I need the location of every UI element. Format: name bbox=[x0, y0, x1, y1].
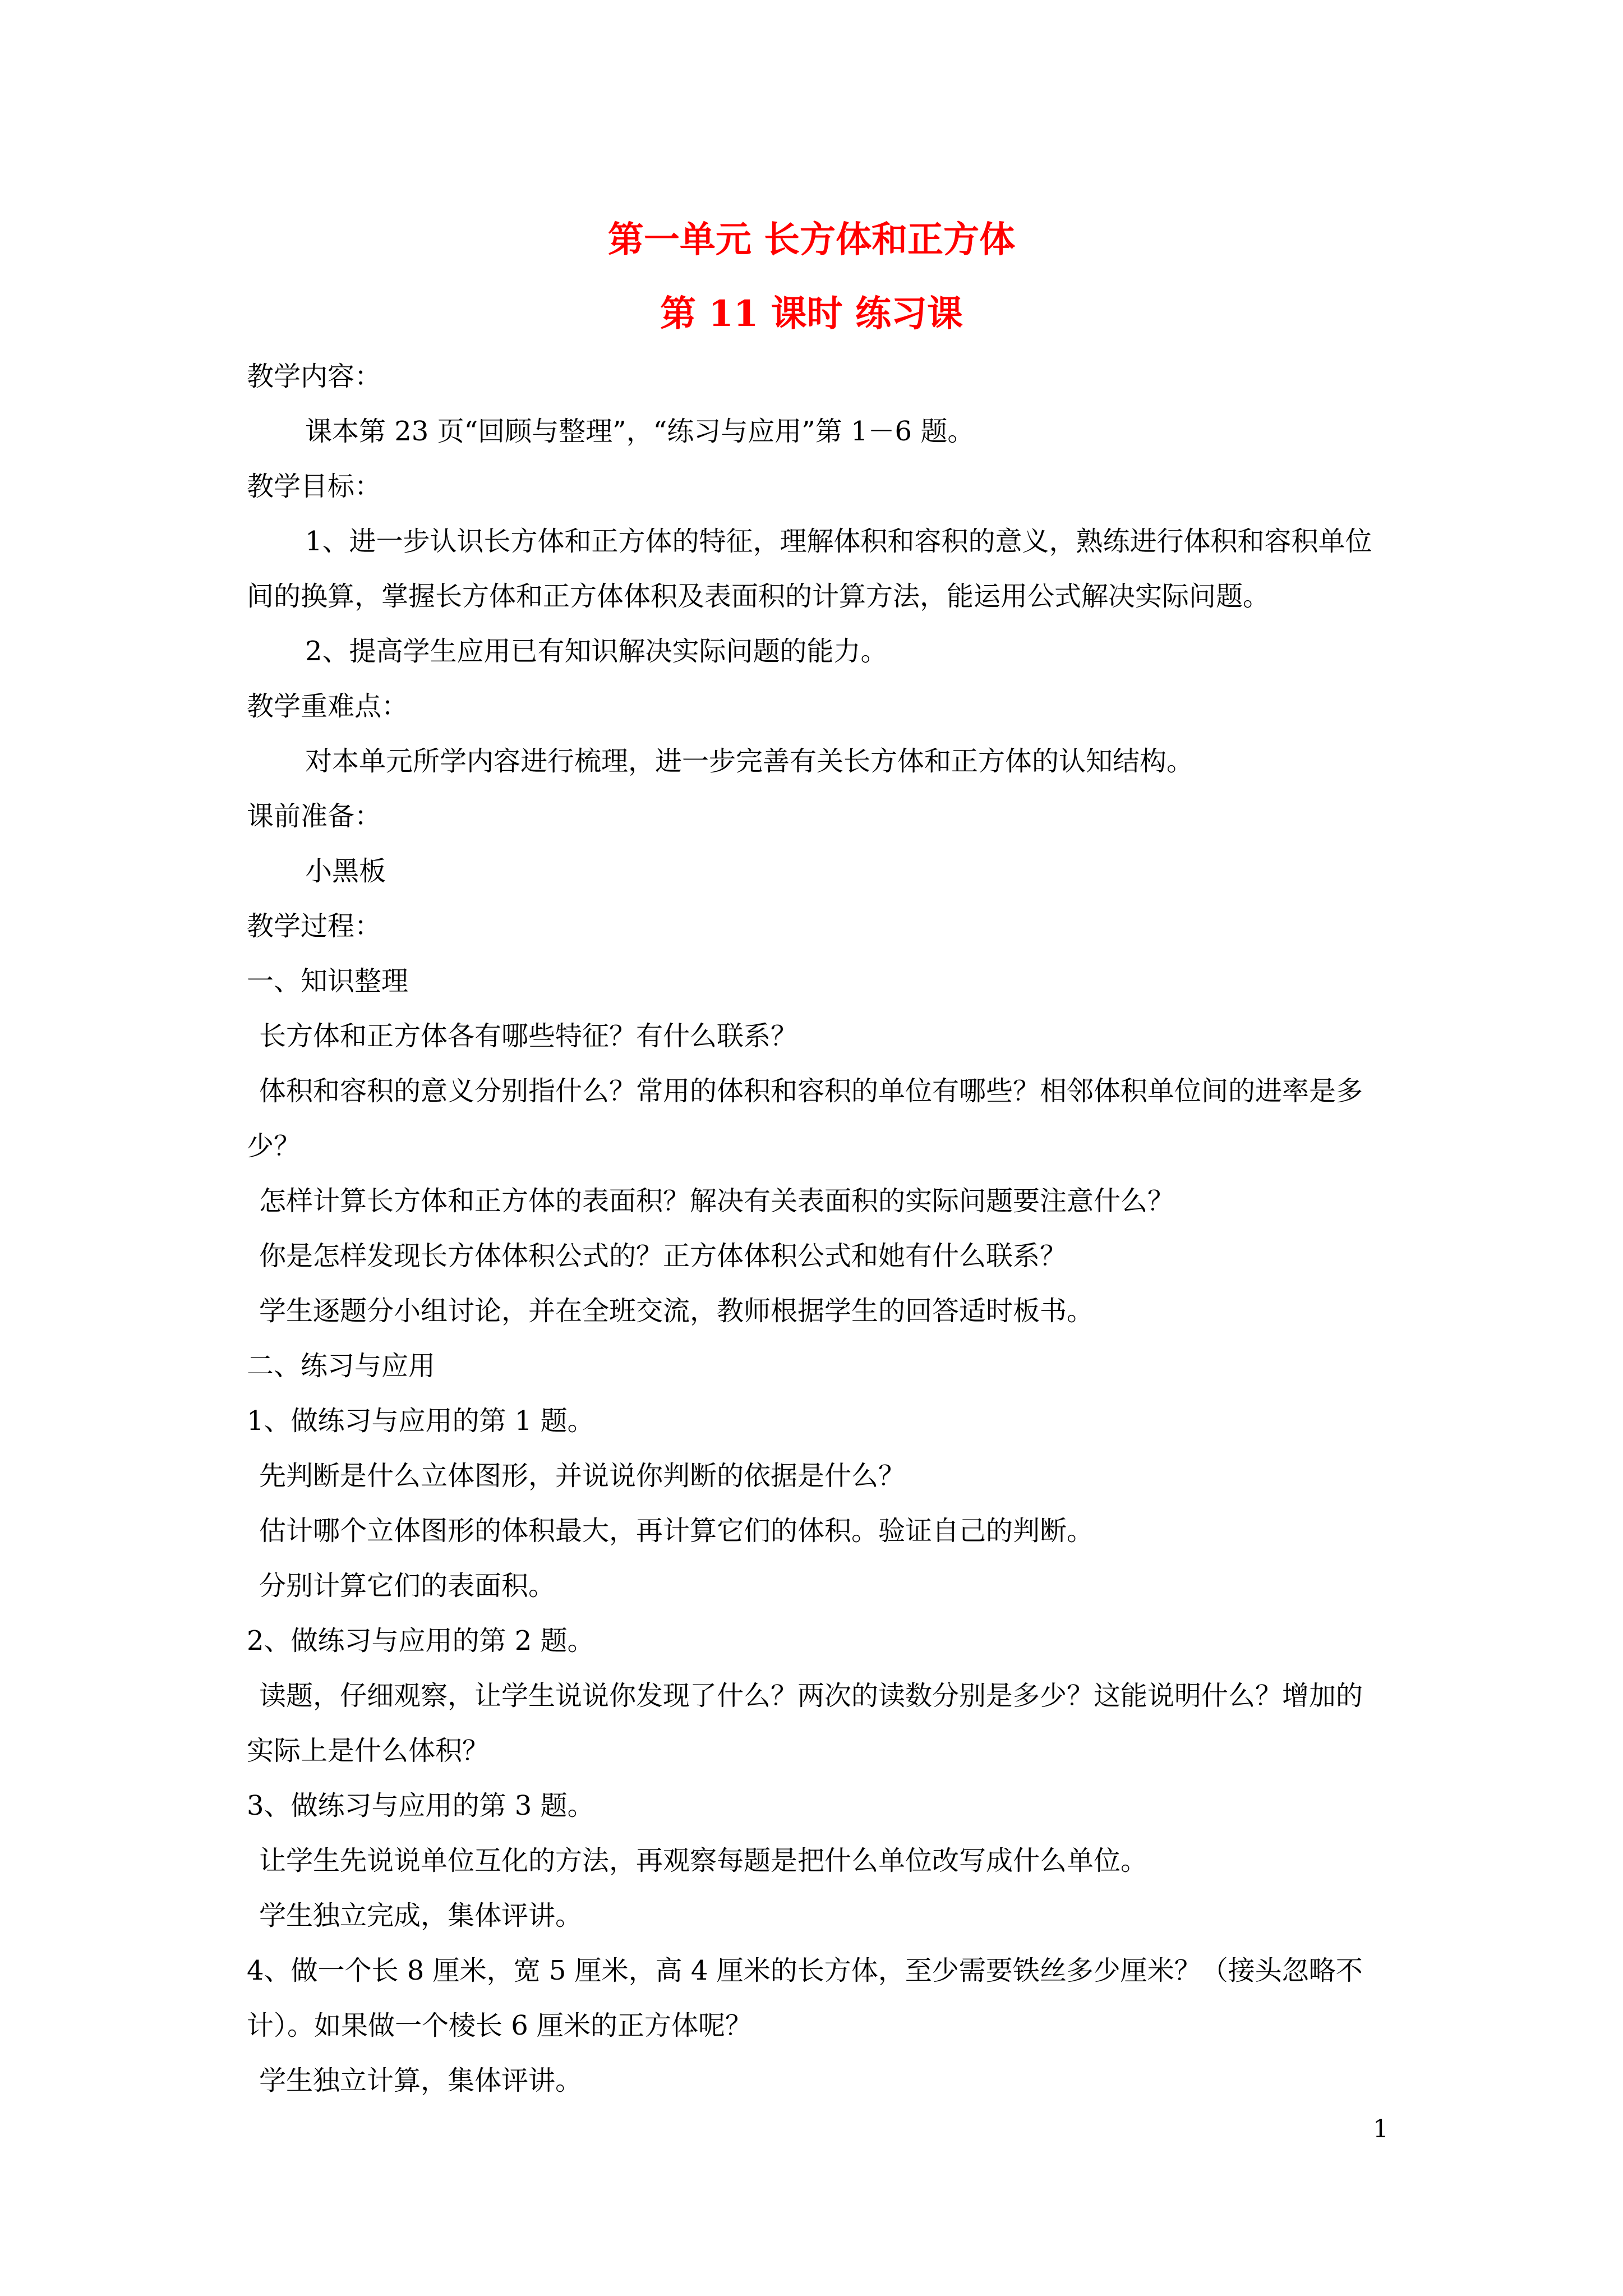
exercise-item: 4、做一个长 8 厘米，宽 5 厘米，高 4 厘米的长方体，至少需要铁丝多少厘米？（接头忽略不计）。如果做一个棱长 6 厘米的正方体呢？ bbox=[247, 1955, 1363, 2041]
exercise-item: 1、做练习与应用的第 1 题。 bbox=[247, 1405, 594, 1437]
body-line: 2、提高学生应用已有知识解决实际问题的能力。 bbox=[305, 636, 888, 667]
body-line: 读题，仔细观察，让学生说说你发现了什么？两次的读数分别是多少？这能说明什么？增加的实际上是什么体积？ bbox=[247, 1680, 1363, 1766]
body-line: 小黑板 bbox=[305, 855, 386, 887]
body-line: 学生独立计算，集体评讲。 bbox=[259, 2065, 583, 2096]
unit-title: 第一单元 长方体和正方体 bbox=[607, 219, 1016, 261]
body-line: 1、进一步认识长方体和正方体的特征，理解体积和容积的意义，熟练进行体积和容积单位间的换算，掌握长方体和正方体体积及表面积的计算方法，能运用公式解决实际问题。 bbox=[247, 526, 1372, 612]
body-line: 分别计算它们的表面积。 bbox=[259, 1570, 556, 1602]
body-line: 教学过程： bbox=[247, 910, 382, 942]
body-line: 先判断是什么立体图形，并说说你判断的依据是什么？ bbox=[259, 1460, 906, 1492]
section-heading: 二、练习与应用 bbox=[247, 1350, 436, 1382]
body-line: 学生逐题分小组讨论，并在全班交流，教师根据学生的回答适时板书。 bbox=[259, 1295, 1094, 1327]
body-line: 估计哪个立体图形的体积最大，再计算它们的体积。验证自己的判断。 bbox=[259, 1515, 1094, 1547]
body-line: 你是怎样发现长方体体积公式的？正方体体积公式和她有什么联系？ bbox=[259, 1240, 1067, 1272]
body-line: 教学重难点： bbox=[247, 691, 409, 722]
exercise-item: 3、做练习与应用的第 3 题。 bbox=[247, 1790, 594, 1821]
body-line: 怎样计算长方体和正方体的表面积？解决有关表面积的实际问题要注意什么？ bbox=[259, 1185, 1175, 1217]
body-line: 课本第 23 页“回顾与整理”，“练习与应用”第 1－6 题。 bbox=[305, 416, 975, 447]
exercise-item: 2、做练习与应用的第 2 题。 bbox=[247, 1625, 594, 1657]
body-line: 学生独立完成，集体评讲。 bbox=[259, 1900, 583, 1931]
lesson-title: 第 11 课时 练习课 bbox=[660, 293, 963, 335]
page-number: 1 bbox=[1373, 2115, 1389, 2143]
body-line: 长方体和正方体各有哪些特征？有什么联系？ bbox=[259, 1020, 798, 1052]
lesson-body bbox=[247, 349, 1384, 2108]
body-line: 教学目标： bbox=[247, 471, 382, 502]
body-line: 教学内容： bbox=[247, 361, 382, 392]
body-line: 对本单元所学内容进行梳理，进一步完善有关长方体和正方体的认知结构。 bbox=[305, 746, 1194, 777]
body-line: 体积和容积的意义分别指什么？常用的体积和容积的单位有哪些？相邻体积单位间的进率是多少？ bbox=[247, 1075, 1363, 1162]
body-line: 课前准备： bbox=[247, 800, 382, 832]
section-heading: 一、知识整理 bbox=[247, 965, 409, 997]
body-line: 让学生先说说单位互化的方法，再观察每题是把什么单位改写成什么单位。 bbox=[259, 1845, 1148, 1876]
